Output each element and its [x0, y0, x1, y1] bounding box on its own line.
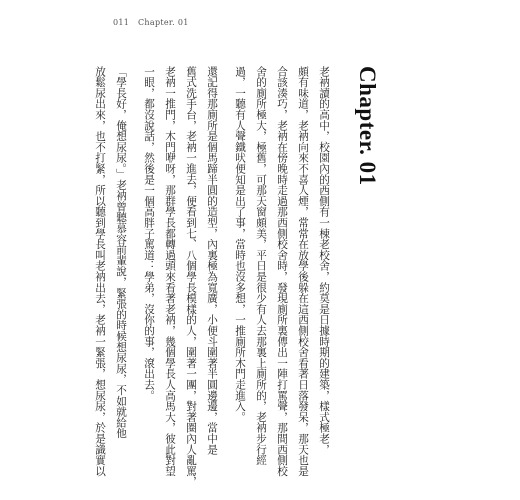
text-column: 舊式洗手台，老衲一進去，便看到七、八個學長模樣的人，圍著一團，對著圈內人亂罵， — [185, 66, 197, 488]
running-chapter-label: Chapter. 01 — [138, 18, 189, 27]
page-number: 011 — [113, 18, 130, 27]
body-text — [94, 66, 334, 488]
text-column: 頗有味道，老衲向來不喜人煙，常常在放學後躲在這西側校舍看著日落發呆，那天也是 — [297, 66, 309, 477]
running-header — [113, 18, 195, 27]
text-column: 「學長好，俺想尿尿。」老衲曾聽慕容前輩說，緊張的時候想尿尿，不如就給他 — [115, 66, 127, 439]
text-column: 老衲讀的高中，校園內的西側有一棟老校舍，約莫是日據時期的建築，樣式極老， — [318, 66, 330, 455]
text-column: 合該湊巧，老衲在傍晚時走過那西側校舍時，發現廁所裏傳出一陣打罵聲，那間西側校 — [276, 66, 288, 477]
text-column: 放鬆尿出來，也不打緊，所以聽到學長叫老衲出去，老衲一緊張，想尿尿，於是識實以 — [94, 66, 106, 477]
text-column: 過，一聽有人聲鐵吠便知是出了事，當時也沒多想，一推廁所木門走進入。 — [234, 66, 246, 423]
paragraph-gap — [131, 66, 138, 464]
text-column: 還記得那廁所是個馬蹄半圓的造型，內裏極為寬廣，小便斗圍著半圓邊邊，當中是 — [206, 66, 218, 455]
chapter-title: Chapter. 01 — [355, 66, 380, 186]
text-column: 舍的廁所極大，極舊，可那天窗頗美，平日是很少有人去那裏上廁所的，老衲步行經 — [255, 66, 267, 466]
paragraph-gap — [222, 66, 229, 464]
text-column: 老衲一推門，木門咿呀，那群學長都轉過頭來看著老衲，幾個學長人高馬大，彼此對望 — [164, 66, 176, 477]
text-column: 一眼，都沒說話，然後是一個高胖子罵道：學弟，沒你的事，滾出去。 — [143, 66, 155, 401]
